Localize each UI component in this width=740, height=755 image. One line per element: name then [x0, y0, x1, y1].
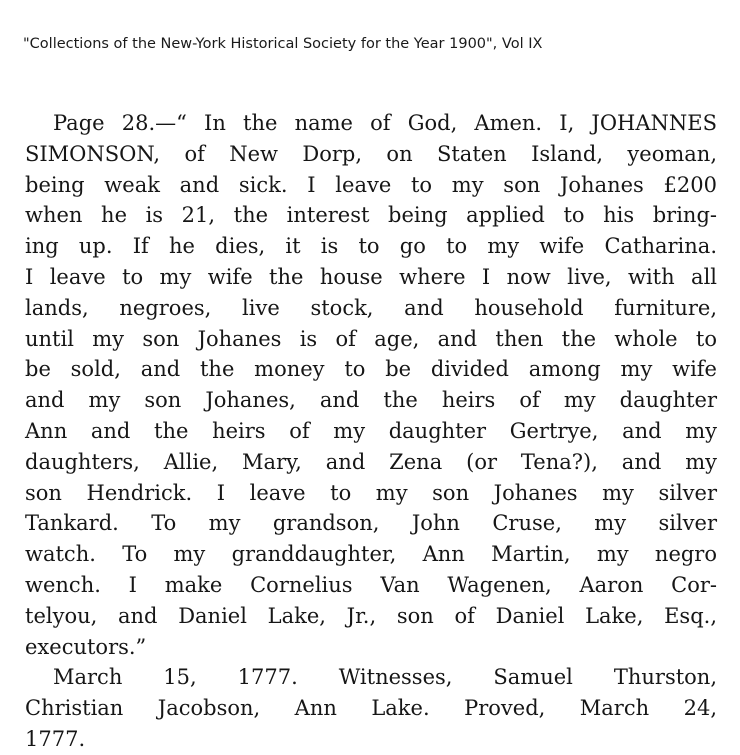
text-line: lands, negroes, live stock, and household furniture,: [25, 295, 717, 320]
text-line: when he is 21, the interest being applied to his bring-: [25, 203, 717, 228]
will-paragraph: [25, 108, 717, 662]
text-line: I leave to my wife the house where I now live, with all: [25, 264, 717, 289]
text-line: Ann and the heirs of my daughter Gertrye, and my: [25, 418, 717, 443]
text-line: telyou, and Daniel Lake, Jr., son of Daniel Lake, Esq.,: [25, 603, 717, 628]
text-line: ing up. If he dies, it is to go to my wife Catharina.: [25, 234, 717, 259]
text-line: be sold, and the money to be divided among my wife: [25, 357, 717, 382]
text-line: Page 28.—“ In the name of God, Amen. I, JOHANNES: [53, 111, 717, 135]
text-line: son Hendrick. I leave to my son Johanes my silver: [25, 480, 717, 505]
text-line: executors.”: [25, 634, 147, 659]
text-line: March 15, 1777. Witnesses, Samuel Thurston,: [53, 665, 717, 690]
text-line: until my son Johanes is of age, and then the whole to: [25, 326, 717, 351]
probate-paragraph: [25, 662, 717, 754]
text-line: 1777.: [25, 726, 86, 751]
text-line: SIMONSON, of New Dorp, on Staten Island, yeoman,: [25, 141, 717, 166]
document-body: [25, 108, 717, 755]
text-line: daughters, Allie, Mary, and Zena (or Tena?), and my: [25, 449, 717, 474]
source-caption: "Collections of the New-York Historical Society for the Year 1900", Vol IX: [23, 36, 543, 52]
text-line: Tankard. To my grandson, John Cruse, my silver: [25, 511, 717, 536]
text-line: watch. To my granddaughter, Ann Martin, my negro: [25, 542, 717, 567]
text-line: being weak and sick. I leave to my son Johanes £200: [25, 172, 717, 197]
text-line: Christian Jacobson, Ann Lake. Proved, March 24,: [25, 696, 717, 721]
text-line: and my son Johanes, and the heirs of my daughter: [25, 388, 717, 413]
text-line: wench. I make Cornelius Van Wagenen, Aaron Cor-: [25, 572, 717, 597]
